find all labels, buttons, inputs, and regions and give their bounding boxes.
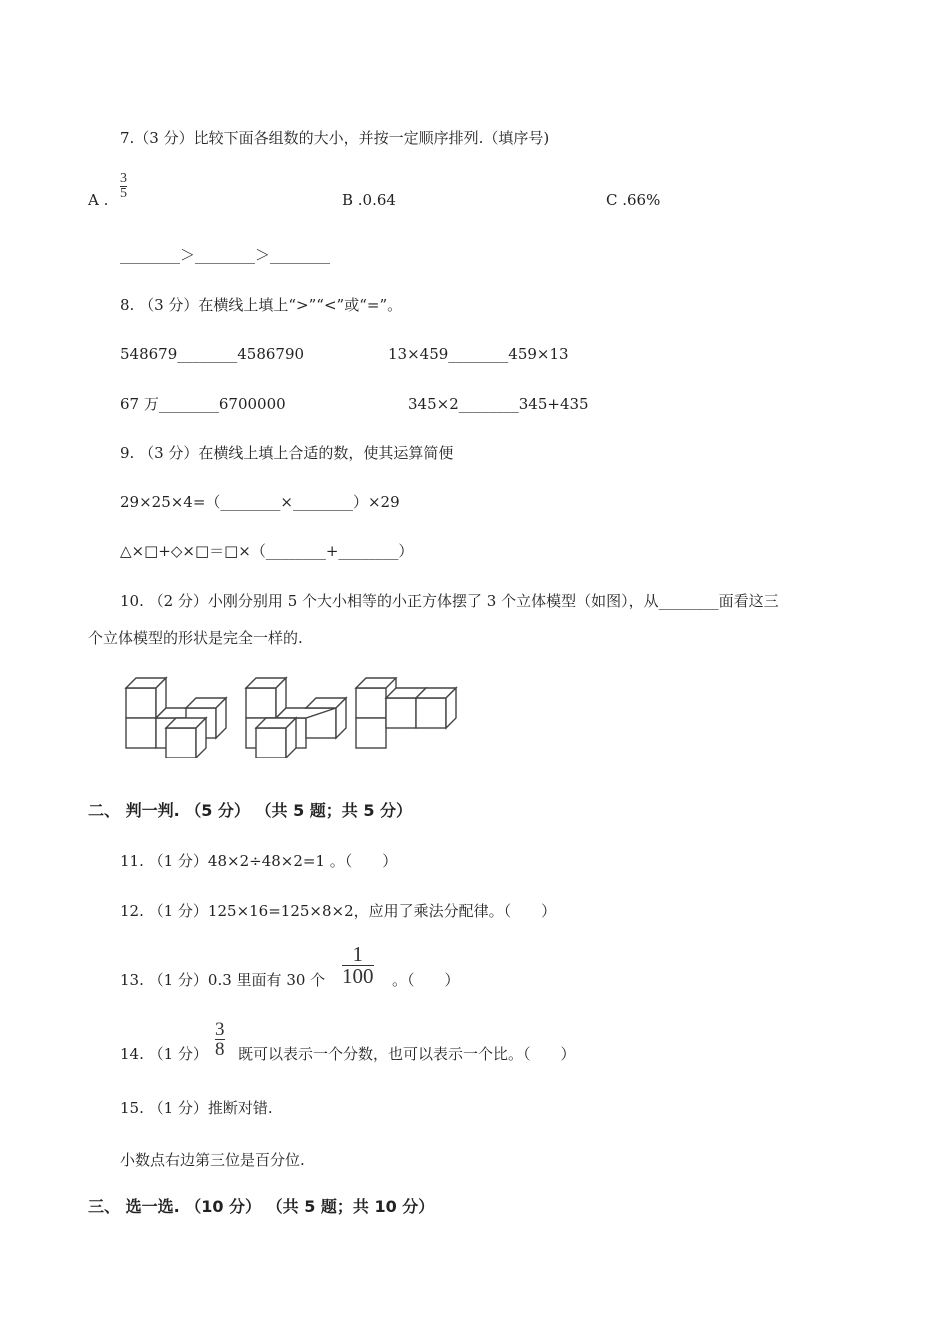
- fraction-numerator: 3: [215, 1019, 225, 1040]
- cube-model-2: [246, 678, 346, 758]
- q12-text: 12. （1 分）125×16=125×8×2，应用了乘法分配律。（ ）: [120, 902, 557, 920]
- fraction-denominator: 8: [215, 1039, 225, 1060]
- q9-line1: 29×25×4=（________×________）×29: [120, 493, 400, 511]
- cube-models-figure: [118, 668, 463, 758]
- q10-line1: 10. （2 分）小刚分别用 5 个大小相等的小正方体摆了 3 个立体模型（如图），从________面看这三: [120, 592, 779, 610]
- q7-option-b: B .0.64: [342, 191, 396, 209]
- q7-option-c: C .66%: [606, 191, 661, 209]
- q8-row2-right: 345×2________345+435: [408, 395, 589, 413]
- q9-line2: △×□+◇×□＝□×（________+________）: [120, 542, 414, 560]
- fraction-numerator: 3: [120, 171, 127, 186]
- q7-option-a-fraction: [120, 172, 127, 201]
- q10-line2: 个立体模型的形状是完全一样的.: [88, 629, 303, 647]
- q14-fraction: [215, 1020, 225, 1059]
- q15-stem: 15. （1 分）推断对错.: [120, 1099, 273, 1117]
- q14-text: 14. （1 分）: [120, 1045, 208, 1063]
- fraction-denominator: 5: [120, 186, 127, 201]
- fraction-denominator: 100: [342, 964, 374, 988]
- cube-model-3: [356, 678, 456, 748]
- section-2-title: 二、 判一判. （5 分） （共 5 题；共 5 分）: [88, 801, 413, 820]
- q15-statement: 小数点右边第三位是百分位.: [120, 1151, 305, 1169]
- q14-text-end: 既可以表示一个分数，也可以表示一个比。（ ）: [238, 1045, 576, 1063]
- q13-fraction: [342, 944, 374, 987]
- q7-answer-blanks: ________＞________＞________: [120, 246, 331, 264]
- fraction-numerator: 1: [352, 942, 363, 966]
- q13-text: 13. （1 分）0.3 里面有 30 个: [120, 971, 326, 989]
- q8-row2-left: 67 万________6700000: [120, 395, 286, 413]
- q8-row1-right: 13×459________459×13: [388, 345, 569, 363]
- q7-stem: 7.（3 分）比较下面各组数的大小，并按一定顺序排列.（填序号): [120, 129, 550, 147]
- q8-stem: 8. （3 分）在横线上填上“>”“<”或“=”。: [120, 296, 403, 314]
- q8-row1-left: 548679________4586790: [120, 345, 305, 363]
- q9-stem: 9. （3 分）在横线上填上合适的数，使其运算简便: [120, 444, 454, 462]
- q11-text: 11. （1 分）48×2÷48×2=1 。（ ）: [120, 852, 398, 870]
- q7-option-a: A .: [88, 191, 109, 209]
- section-3-title: 三、 选一选. （10 分） （共 5 题；共 10 分）: [88, 1197, 435, 1216]
- cube-model-1: [126, 678, 226, 758]
- q13-text-end: 。（ ）: [392, 971, 460, 989]
